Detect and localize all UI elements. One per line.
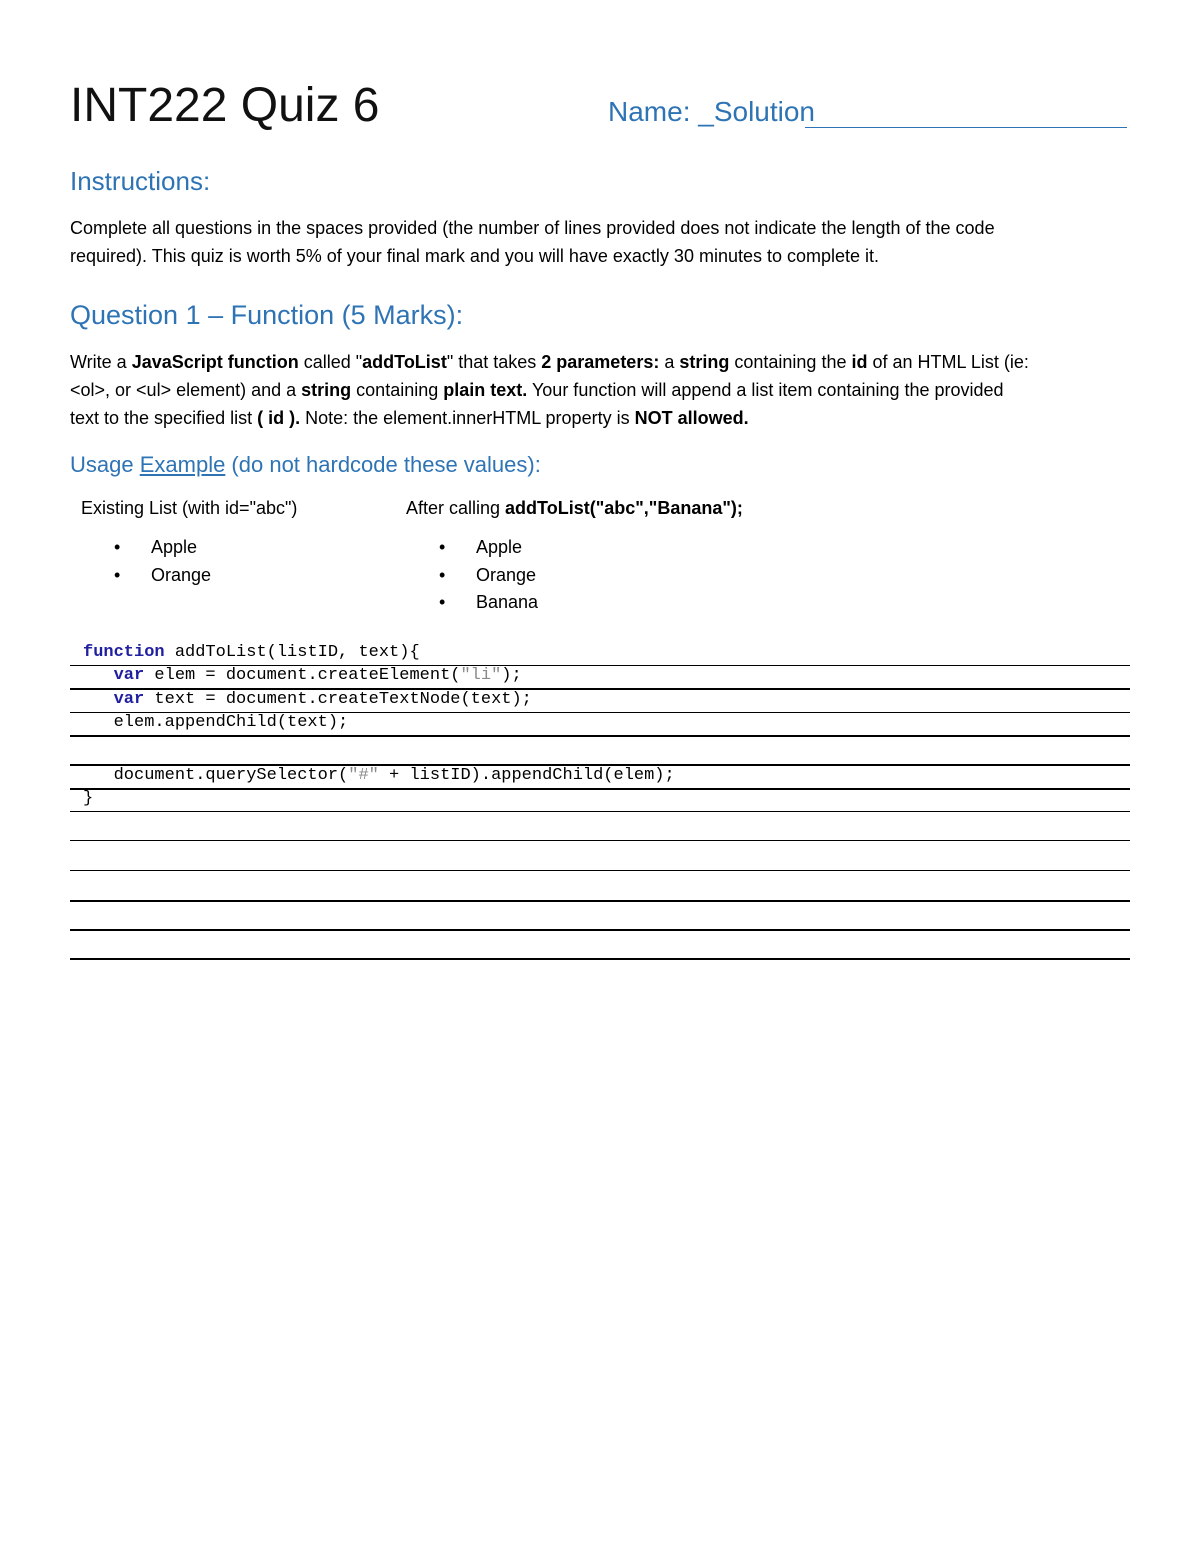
list-item: • Banana bbox=[406, 589, 743, 617]
code-line-6: } bbox=[83, 789, 94, 808]
instructions-heading: Instructions: bbox=[70, 166, 211, 196]
example-link[interactable]: Example bbox=[139, 452, 226, 477]
answer-line bbox=[70, 788, 1130, 790]
code-line-2: var elem = document.createElement("li"); bbox=[113, 666, 522, 685]
after-call-heading: After calling addToList("abc","Banana"); bbox=[406, 498, 743, 518]
after-call-example bbox=[406, 494, 743, 617]
question1-heading: Question 1 – Function (5 Marks): bbox=[70, 300, 464, 330]
after-call-list bbox=[406, 534, 743, 617]
instructions-text bbox=[70, 214, 1130, 270]
page-title: INT222 Quiz 6 bbox=[70, 79, 380, 132]
answer-line bbox=[70, 870, 1130, 871]
code-line-1: function addToList(listID, text){ bbox=[83, 643, 420, 662]
list-item: • Apple bbox=[406, 534, 743, 562]
answer-line bbox=[70, 929, 1130, 931]
list-item: • Apple bbox=[81, 534, 297, 562]
name-underline bbox=[805, 127, 1127, 128]
code-line-3: var text = document.createTextNode(text); bbox=[113, 690, 532, 709]
answer-line bbox=[70, 840, 1130, 841]
code-line-4: elem.appendChild(text); bbox=[83, 713, 349, 732]
answer-line bbox=[70, 958, 1130, 960]
usage-example-heading: Usage Example (do not hardcode these values): bbox=[70, 452, 541, 477]
list-item: • Orange bbox=[81, 562, 297, 590]
instructions-line-1: Complete all questions in the spaces provided (the number of lines provided does not indicate the length of the code bbox=[70, 218, 995, 238]
instructions-line-2: required). This quiz is worth 5% of your final mark and you will have exactly 30 minutes to complete it. bbox=[70, 246, 880, 266]
answer-line bbox=[70, 735, 1130, 737]
existing-list bbox=[81, 534, 297, 589]
list-item: • Orange bbox=[406, 562, 743, 590]
existing-list-example bbox=[81, 494, 297, 589]
existing-list-heading: Existing List (with id="abc") bbox=[81, 498, 298, 518]
code-line-5: document.querySelector("#" + listID).appendChild(elem); bbox=[83, 766, 675, 785]
name-label: Name: _Solution bbox=[608, 96, 816, 127]
answer-line bbox=[70, 900, 1130, 902]
answer-line bbox=[70, 811, 1130, 812]
question1-text: Write a JavaScript function called "addToList" that takes 2 parameters: a string containing the id of an HTML List (ie: <ol>, or <ul> element) and a string containing plain text. Your function will append a list item containing the provided text to the specified list ( id ). Note: the element.innerHTML property is NOT allowed. bbox=[70, 352, 1029, 428]
